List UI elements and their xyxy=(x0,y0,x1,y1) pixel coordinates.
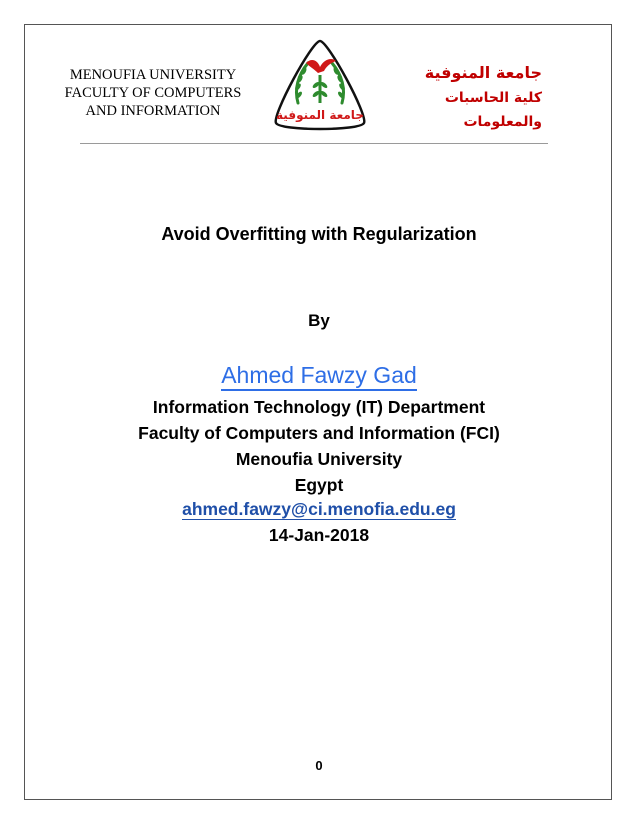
author-name[interactable] xyxy=(0,362,638,389)
document-title: Avoid Overfitting with Regularization xyxy=(161,224,477,244)
faculty-line-2: AND INFORMATION xyxy=(85,103,221,119)
email-row[interactable] xyxy=(0,499,638,520)
university-logo xyxy=(268,37,372,133)
page-number: 0 xyxy=(315,758,323,773)
faculty-line: Faculty of Computers and Information (FCI) xyxy=(138,423,500,443)
author-link[interactable]: Ahmed Fawzy Gad xyxy=(221,362,417,391)
header-divider xyxy=(80,143,548,144)
university-line: Menoufia University xyxy=(235,449,403,469)
arabic-faculty-line: كلية الحاسبات والمعلومات xyxy=(444,90,542,130)
university-name-arabic xyxy=(382,60,542,134)
department-line: Information Technology (IT) Department xyxy=(152,397,486,417)
university-name-english xyxy=(58,66,248,120)
country-line: Egypt xyxy=(294,475,344,495)
university-line: MENOUFIA UNIVERSITY xyxy=(69,67,237,83)
logo-text: جامعة المنوفية xyxy=(276,108,364,122)
faculty-line: FACULTY OF COMPUTERS xyxy=(64,85,242,101)
arabic-university-line: جامعة المنوفية xyxy=(424,63,542,82)
document-date: 14-Jan-2018 xyxy=(268,525,370,545)
email-link[interactable]: ahmed.fawzy@ci.menofia.edu.eg xyxy=(182,499,456,519)
affiliation-block xyxy=(0,394,638,498)
by-label: By xyxy=(308,311,330,330)
